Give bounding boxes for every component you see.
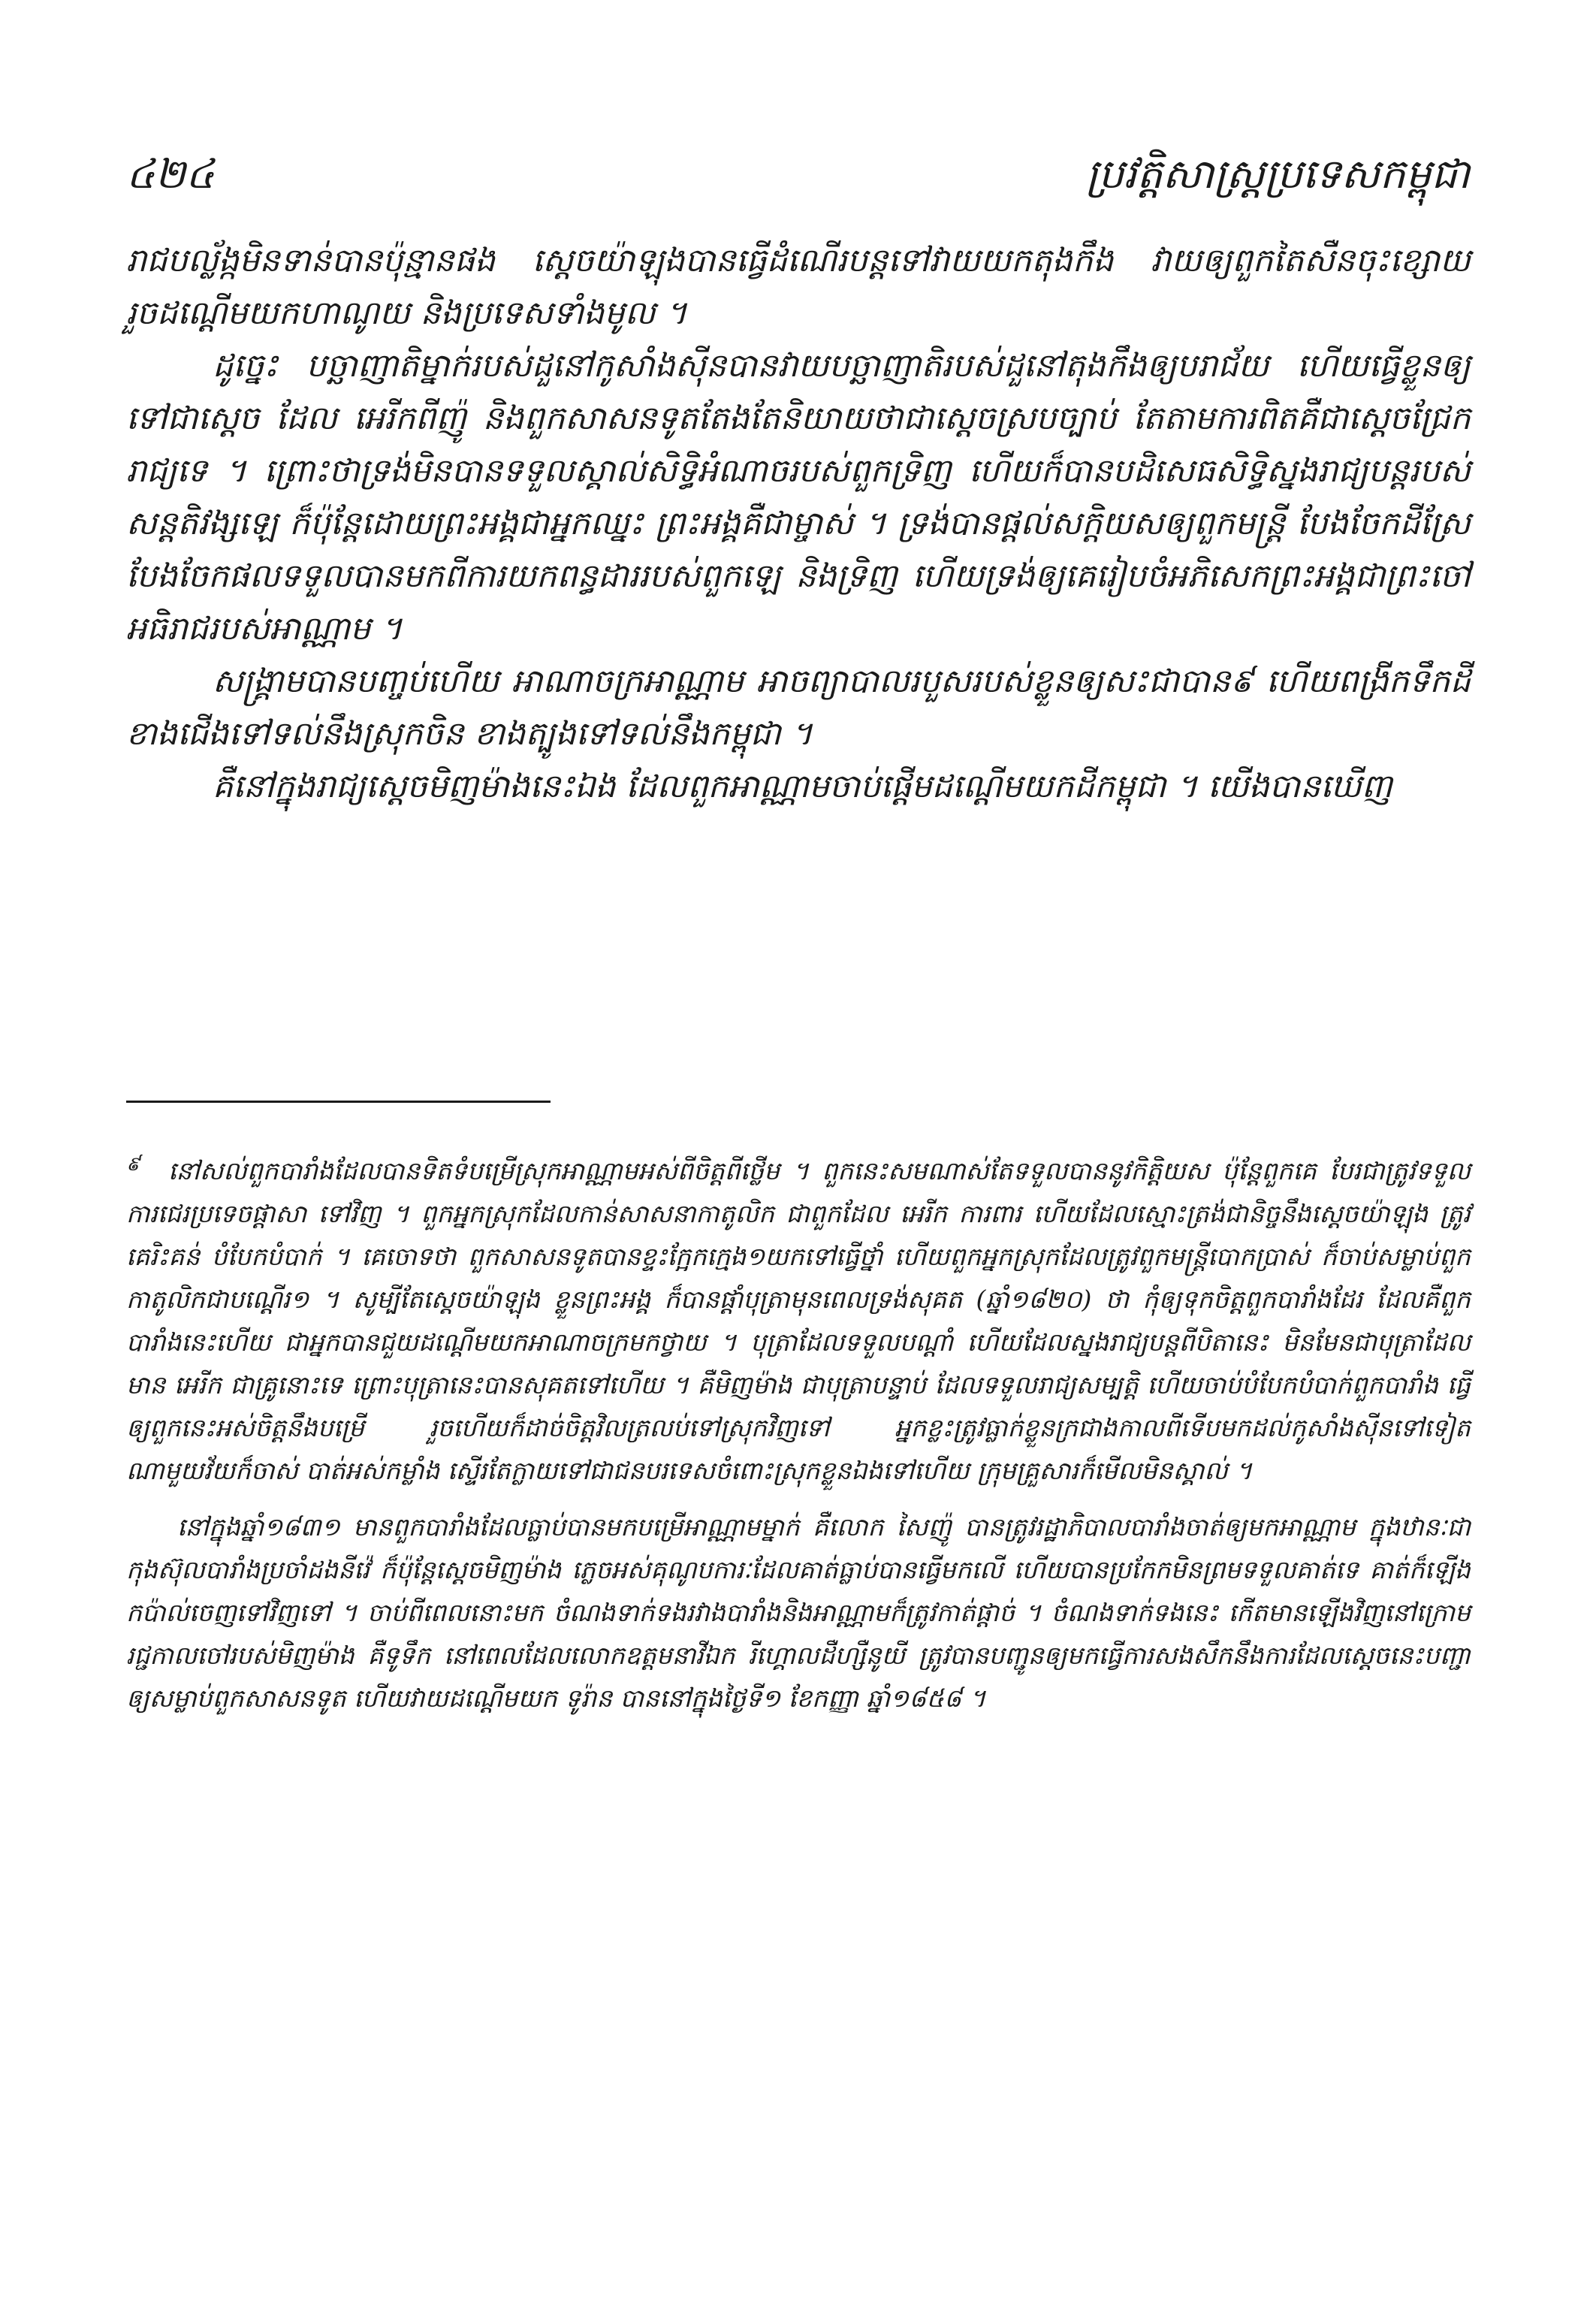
- footnote-separator: [126, 1101, 551, 1103]
- body-text: [126, 234, 1471, 813]
- body-paragraph-1: រាជបល្ល័ង្កមិនទាន់បានប៉ុន្មានផង ស្តេចយ៉ាឡុងបានធ្វើដំណើរបន្តទៅវាយយកតុងកឹង វាយឲ្យពួកតៃសឺនចុះខ្សោយ រួចដណ្តើមយកហាណូយ និងប្រទេសទាំងមូល ។: [126, 242, 1471, 332]
- body-paragraph-2: ដូច្នេះ បច្ឆាញាតិម្នាក់របស់ដួនៅកូសាំងស៊ីនបានវាយបច្ឆាញាតិរបស់ដួនៅតុងកឹងឲ្យបរាជ័យ ហើយធ្វើខ្លួនឲ្យទៅជាស្តេច ដែល អេរីកពីញ៉ូ និងពួកសាសនទូតតែងតែនិយាយថាជាស្តេចស្របច្បាប់ តែតាមការពិតគឺជាស្តេចជ្រែករាជ្យទេ ។ ព្រោះថាទ្រង់មិនបានទទួលស្គាល់សិទ្ធិអំណាចរបស់ពួកទ្រិញ ហើយក៏បានបដិសេធសិទ្ធិស្នងរាជ្យបន្តរបស់សន្តតិវង្សឡេ ក៏ប៉ុន្តែដោយព្រះអង្គជាអ្នកឈ្នះ ព្រះអង្គគឺជាម្ចាស់ ។ ទ្រង់បានផ្តល់សក្តិយសឲ្យពួកមន្ត្រី បែងចែកដីស្រែ បែងចែកផលទទួលបានមកពីការយកពន្ធដាររបស់ពួកឡេ និងទ្រិញ ហើយទ្រង់ឲ្យគេរៀបចំអភិសេកព្រះអង្គជាព្រះចៅអធិរាជរបស់អាណ្ណាម ។: [126, 347, 1471, 648]
- body-paragraph-3: សង្គ្រាមបានបញ្ចប់ហើយ អាណាចក្រអាណ្ណាម អាចព្យាបាលរបួសរបស់ខ្លួនឲ្យសះជាបាន៩ ហើយពង្រីកទឹកដីខាងជើងទៅទល់នឹងស្រុកចិន ខាងត្បូងទៅទល់នឹងកម្ពុជា ។: [126, 663, 1471, 753]
- page-number: ៤២៤: [126, 150, 215, 198]
- footnote-text: នៅក្នុងឆ្នាំ១៨៣១ មានពួកបារាំងដែលធ្លាប់បានមកបម្រើអាណ្ណាមម្នាក់ គឺលោក សៃញ៉ូ បានត្រូវរដ្ឋាភិបាលបារាំងចាត់ឲ្យមកអាណ្ណាម ក្នុងឋានៈជាកុងស៊ុលបារាំងប្រចាំដងនីវ៉េ ក៏ប៉ុន្តែស្តេចមិញម៉ាង ភ្លេចអស់គុណូបការៈដែលគាត់ធ្លាប់បានធ្វើមកលើ ហើយបានប្រកែកមិនព្រមទទួលគាត់ទេ គាត់ក៏ឡើងកប៉ាល់ចេញទៅវិញទៅ ។ ចាប់ពីពេលនោះមក ចំណងទាក់ទងរវាងបារាំងនិងអាណ្ណាមក៏ត្រូវកាត់ផ្តាច់ ។ ចំណងទាក់ទងនេះ កើតមានឡើងវិញនៅក្រោមរជ្ជកាលចៅរបស់មិញម៉ាង គឺទូទឹក នៅពេលដែលលោកឧត្តមនាវីឯក រីហ្គោលដឺហ្សឺនូយី ត្រូវបានបញ្ជូនឲ្យមកធ្វើការសងសឹកនឹងការដែលស្តេចនេះបញ្ជាឲ្យសម្លាប់ពួកសាសនទូត ហើយវាយដណ្តើមយក ទូរ៉ាន បាននៅក្នុងថ្ងៃទី១ ខែកញ្ញា ឆ្នាំ១៨៥៨ ។: [126, 1512, 1471, 1713]
- footnote-continuation: [126, 1505, 1471, 1720]
- footnote-text: នៅសល់ពួកបារាំងដែលបានទិតទំបម្រើស្រុកអាណ្ណាមអស់ពីចិត្តពីថ្លើម ។ ពួកនេះសមណាស់តែទទួលបាននូវកិត្តិយស ប៉ុន្តែពួកគេ បែរជាត្រូវទទួលការជេរប្រទេចផ្តាសា ទៅវិញ ។ ពួកអ្នកស្រុកដែលកាន់សាសនាកាតូលិក ជាពួកដែល អេរីក ការពារ ហើយដែលស្មោះត្រង់ជានិច្ចនឹងស្តេចយ៉ាឡុង ត្រូវគេរិះគន់ បំបែកបំបាក់ ។ គេចោទថា ពួកសាសនទូតបានខ្ទះក្អែកក្មេង១យកទៅធ្វើថ្នាំ ហើយពួកអ្នកស្រុកដែលត្រូវពួកមន្ត្រីបោកប្រាស់ ក៏ចាប់សម្លាប់ពួកកាតូលិកជាបណ្តើរ១ ។ សូម្បីតែស្តេចយ៉ាឡុង ខ្លួនព្រះអង្គ ក៏បានផ្តាំបុត្រាមុនពេលទ្រង់សុគត (ឆ្នាំ១៨២០) ថា កុំឲ្យទុកចិត្តពួកបារាំងដែរ ដែលគឺពួកបារាំងនេះហើយ ជាអ្នកបានជួយដណ្តើមយកអាណាចក្រមកថ្វាយ ។ បុត្រាដែលទទួលបណ្តាំ ហើយដែលស្នងរាជ្យបន្តពីបិតានេះ មិនមែនជាបុត្រាដែលមាន អេរីក ជាគ្រូនោះទេ ព្រោះបុត្រានេះបានសុគតទៅហើយ ។ គឺមិញម៉ាង ជាបុត្រាបន្ទាប់ ដែលទទួលរាជ្យសម្បត្តិ ហើយចាប់បំបែកបំបាក់ពួកបារាំង ធ្វើឲ្យពួកនេះអស់ចិត្តនឹងបម្រើ រួចហើយក៏ដាច់ចិត្តវិលត្រលប់ទៅស្រុកវិញទៅ អ្នកខ្លះត្រូវធ្លាក់ខ្លួនក្រជាងកាលពីទើបមកដល់កូសាំងស៊ីនទៅទៀត ណាមួយវ័យក៏ចាស់ បាត់អស់កម្លាំង ស្ទើរតែក្លាយទៅជាជនបរទេសចំពោះស្រុកខ្លួនឯងទៅហើយ ក្រុមគ្រួសារក៏មើលមិនស្គាល់ ។: [126, 1156, 1471, 1485]
- footnote-9: ៩ នៅសល់ពួកបារាំងដែលបានទិតទំបម្រើស្រុកអាណ្ណាមអស់ពីចិត្តពីថ្លើម ។ ពួកនេះសមណាស់តែទទួលបាននូវកិត្តិយស ប៉ុន្តែពួកគេ បែរជាត្រូវទទួលការជេរប្រទេចផ្តាសា ទៅវិញ ។ ពួកអ្នកស្រុកដែលកាន់សាសនាកាតូលិក ជាពួកដែល អេរីក ការពារ ហើយដែលស្មោះត្រង់ជានិច្ចនឹងស្តេចយ៉ាឡុង ត្រូវគេរិះគន់ បំបែកបំបាក់ ។ គេចោទថា ពួកសាសនទូតបានខ្ទះក្អែកក្មេង១យកទៅធ្វើថ្នាំ ហើយពួកអ្នកស្រុកដែលត្រូវពួកមន្ត្រីបោកប្រាស់ ក៏ចាប់សម្លាប់ពួកកាតូលិកជាបណ្តើរ១ ។ សូម្បីតែស្តេចយ៉ាឡុង ខ្លួនព្រះអង្គ ក៏បានផ្តាំបុត្រាមុនពេលទ្រង់សុគត (ឆ្នាំ១៨២០) ថា កុំឲ្យទុកចិត្តពួកបារាំងដែរ ដែលគឺពួកបារាំងនេះហើយ ជាអ្នកបានជួយដណ្តើមយកអាណាចក្រមកថ្វាយ ។ បុត្រាដែលទទួលបណ្តាំ ហើយដែលស្នងរាជ្យបន្តពីបិតានេះ មិនមែនជាបុត្រាដែលមាន អេរីក ជាគ្រូនោះទេ ព្រោះបុត្រានេះបានសុគតទៅហើយ ។ គឺមិញម៉ាង ជាបុត្រាបន្ទាប់ ដែលទទួលរាជ្យសម្បត្តិ ហើយចាប់បំបែកបំបាក់ពួកបារាំង ធ្វើឲ្យពួកនេះអស់ចិត្តនឹងបម្រើ រួចហើយក៏ដាច់ចិត្តវិលត្រលប់ទៅស្រុកវិញទៅ អ្នកខ្លះត្រូវធ្លាក់ខ្លួនក្រជាងកាលពីទើបមកដល់កូសាំងស៊ីនទៅទៀត ណាមួយវ័យក៏ចាស់ បាត់អស់កម្លាំង ស្ទើរតែក្លាយទៅជាជនបរទេសចំពោះស្រុកខ្លួនឯងទៅហើយ ក្រុមគ្រួសារក៏មើលមិនស្គាល់ ។: [126, 1153, 1471, 1485]
- body-paragraph-4: គឺនៅក្នុងរាជ្យស្តេចមិញម៉ាងនេះឯង ដែលពួកអាណ្ណាមចាប់ផ្តើមដណ្តើមយកដីកម្ពុជា ។ យើងបានឃើញ: [213, 768, 1392, 805]
- running-header-title: ប្រវត្តិសាស្ត្រប្រទេសកម្ពុជា: [1086, 150, 1470, 198]
- footnotes: [126, 1149, 1471, 1733]
